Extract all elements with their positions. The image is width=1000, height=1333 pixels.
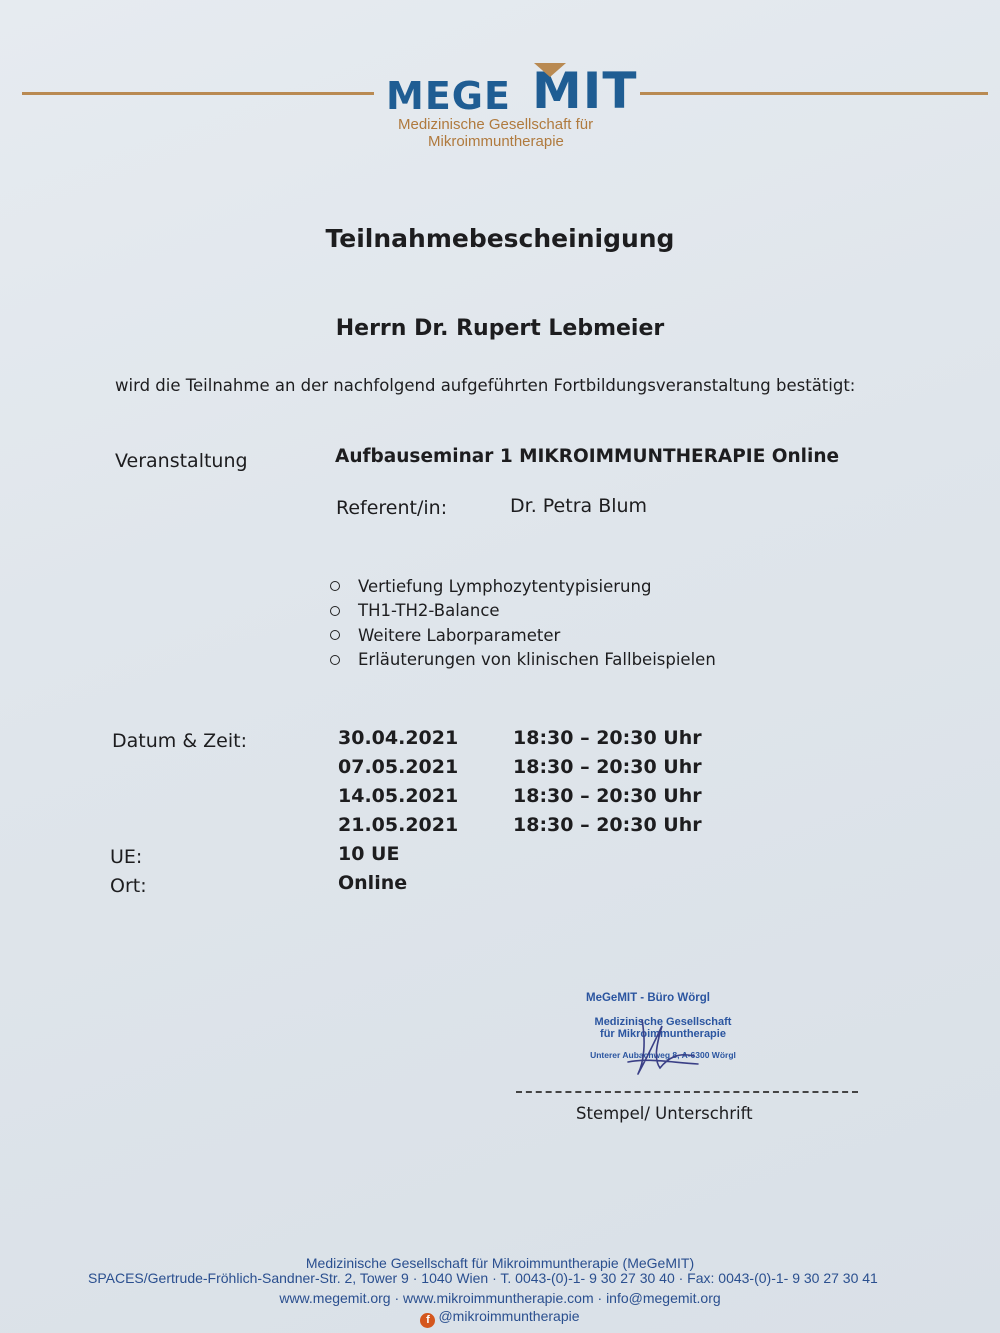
schedule-table [338, 727, 702, 843]
list-item: TH1-TH2-Balance [330, 599, 716, 624]
schedule-label: Datum & Zeit: [112, 730, 248, 752]
speaker-label: Referent/in: [336, 497, 448, 519]
logo-text-mit: MIT [532, 62, 638, 120]
circle-bullet-icon [330, 606, 340, 616]
list-item: Weitere Laborparameter [330, 623, 716, 648]
schedule-row: 30.04.2021 18:30 – 20:30 Uhr [338, 727, 702, 749]
logo-chevron-icon [534, 63, 566, 77]
office-stamp: MeGeMIT - Büro Wörgl Medizinische Gesellschaft für Mikroimmuntherapie Unterer Aubachweg 8, A-6300 Wörgl [586, 992, 736, 1060]
list-item: Vertiefung Lymphozytentypisierung [330, 574, 716, 599]
footer-org-name: Medizinische Gesellschaft für Mikroimmuntherapie (MeGeMIT) [305, 1255, 695, 1271]
document-title: Teilnahmebescheinigung [325, 224, 675, 253]
event-label: Veranstaltung [115, 450, 248, 472]
facebook-icon: f [420, 1313, 435, 1328]
speaker-name: Dr. Petra Blum [510, 495, 648, 517]
header-rule-right [640, 92, 988, 95]
circle-bullet-icon [330, 581, 340, 591]
intro-text: wird die Teilnahme an der nachfolgend aufgeführten Fortbildungsveranstaltung bestätigt: [115, 376, 856, 395]
handwritten-signature [598, 1012, 708, 1082]
topic-list [330, 574, 716, 672]
list-item: Erläuterungen von klinischen Fallbeispielen [330, 648, 716, 673]
logo-subtitle-line2: Mikroimmuntherapie [428, 133, 564, 150]
schedule-row: 14.05.2021 18:30 – 20:30 Uhr [338, 785, 702, 807]
ue-label: UE: [110, 846, 143, 868]
footer-social: f @mikroimmuntherapie [0, 1308, 1000, 1328]
logo-subtitle-line1: Medizinische Gesellschaft für [398, 116, 594, 133]
schedule-row: 21.05.2021 18:30 – 20:30 Uhr [338, 814, 702, 836]
header-rule-left [22, 92, 374, 95]
signature-line [516, 1091, 858, 1093]
circle-bullet-icon [330, 630, 340, 640]
location-value: Online [338, 872, 408, 894]
ue-value: 10 UE [338, 843, 400, 865]
footer-address: SPACES/Gertrude-Fröhlich-Sandner-Str. 2, Tower 9 · 1040 Wien · T. 0043-(0)-1- 9 30 27 30 40 · Fax: 0043-(0)-1- 9 30 27 30 41 [88, 1270, 878, 1286]
circle-bullet-icon [330, 655, 340, 665]
schedule-row: 07.05.2021 18:30 – 20:30 Uhr [338, 756, 702, 778]
recipient-name: Herrn Dr. Rupert Lebmeier [335, 316, 665, 341]
logo-text-mege: MEGE [386, 74, 511, 118]
signature-caption: Stempel/ Unterschrift [576, 1104, 753, 1123]
location-label: Ort: [110, 875, 147, 897]
megemit-logo [386, 62, 636, 122]
footer-links: www.megemit.org · www.mikroimmuntherapie.com · info@megemit.org [279, 1290, 721, 1306]
event-title: Aufbauseminar 1 MIKROIMMUNTHERAPIE Online [335, 446, 840, 467]
